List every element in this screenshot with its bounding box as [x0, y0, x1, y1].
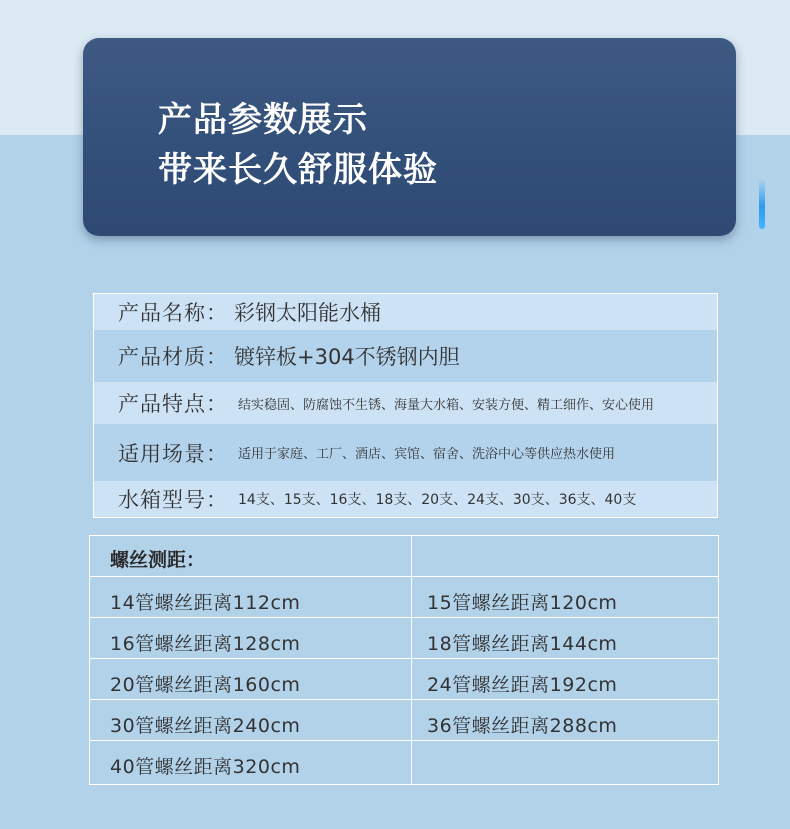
spec-row-models [94, 481, 717, 517]
screw-item: 15管螺丝距离120cm [427, 592, 618, 614]
spec-row-material [94, 330, 717, 382]
spec-value: 彩钢太阳能水桶 [234, 301, 381, 325]
spec-value: 结实稳固、防腐蚀不生锈、海量大水箱、安装方便、精工细作、安心使用 [238, 397, 655, 413]
spec-row-features [94, 382, 717, 424]
spec-label: 产品特点： [118, 392, 228, 416]
spec-value: 14支、15支、16支、18支、20支、24支、30支、36支、40支 [238, 492, 637, 508]
spec-label: 产品名称： [118, 301, 228, 325]
spec-row-scenarios [94, 424, 717, 481]
spec-label: 适用场景： [118, 441, 228, 466]
table-divider [90, 617, 718, 618]
hero-subtitle: 带来长久舒服体验 [158, 150, 438, 190]
screw-item: 30管螺丝距离240cm [110, 715, 301, 737]
screw-item: 36管螺丝距离288cm [427, 715, 618, 737]
table-divider [411, 536, 412, 784]
screw-distance-table [89, 535, 719, 785]
table-divider [90, 658, 718, 659]
spec-label: 产品材质： [118, 345, 228, 369]
hero-title: 产品参数展示 [158, 100, 368, 140]
accent-bar [759, 179, 765, 229]
screw-item: 18管螺丝距离144cm [427, 633, 618, 655]
spec-value: 镀锌板+304不锈钢内胆 [234, 345, 460, 369]
spec-table [93, 293, 718, 518]
hero-banner [83, 38, 736, 236]
spec-row-name [94, 294, 717, 330]
screw-table-title: 螺丝测距： [110, 549, 206, 571]
table-divider [90, 576, 718, 577]
screw-item: 14管螺丝距离112cm [110, 592, 301, 614]
table-divider [90, 740, 718, 741]
spec-value: 适用于家庭、工厂、酒店、宾馆、宿舍、洗浴中心等供应热水使用 [238, 447, 616, 462]
screw-item: 16管螺丝距离128cm [110, 633, 301, 655]
screw-item: 24管螺丝距离192cm [427, 674, 618, 696]
spec-label: 水箱型号： [118, 488, 228, 512]
screw-item: 40管螺丝距离320cm [110, 756, 301, 778]
table-divider [90, 699, 718, 700]
screw-item: 20管螺丝距离160cm [110, 674, 301, 696]
